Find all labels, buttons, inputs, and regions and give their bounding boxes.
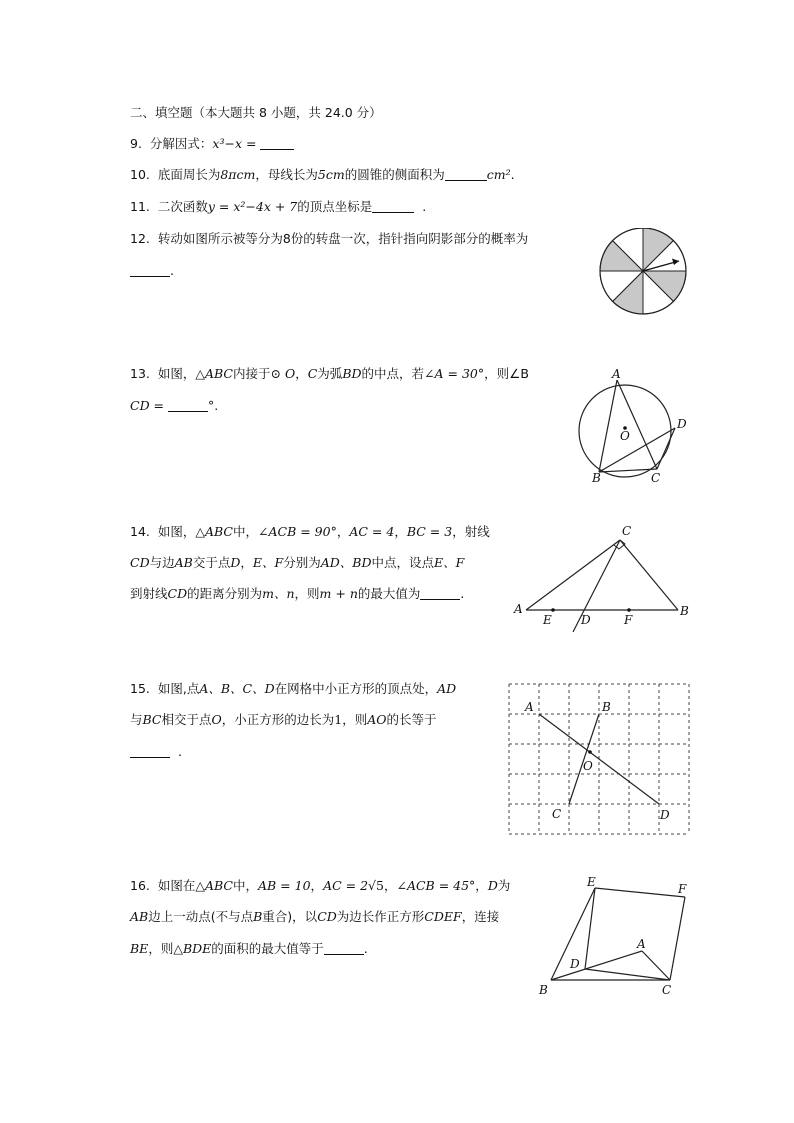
question-10: 10. 底面周长为8πcm，母线长为5cm的圆锥的侧面积为 cm². xyxy=(130,167,515,182)
question-12-answer: . xyxy=(130,262,174,280)
segment-ab xyxy=(599,380,617,472)
label-e: E xyxy=(587,875,596,889)
segment-fc xyxy=(670,897,685,980)
square-figure-16 xyxy=(535,872,695,1002)
question-14-line2: CD与边AB交于点D，E、F分别为AD、BD中点，设点E、F xyxy=(130,555,465,570)
segment-bc xyxy=(620,540,678,610)
question-15-answer: . xyxy=(130,743,182,761)
question-9: 9. 分解因式：x³−x = xyxy=(130,135,294,153)
label-d: D xyxy=(570,957,580,971)
label-o: O xyxy=(620,429,630,443)
point-o xyxy=(588,750,592,754)
label-a: A xyxy=(514,602,523,616)
question-15: 15. 如图,点A、B、C、D在网格中小正方形的顶点处，AD xyxy=(130,681,457,696)
segment-bd xyxy=(599,428,675,472)
question-11: 11. 二次函数y = x²−4x + 7的顶点坐标是 . xyxy=(130,199,427,214)
label-e: E xyxy=(543,613,552,627)
label-a: A xyxy=(612,367,621,381)
point-f xyxy=(627,608,631,612)
circle-figure-13 xyxy=(575,365,695,487)
triangle-figure-14 xyxy=(510,522,695,634)
grid-figure-15 xyxy=(505,680,695,835)
label-b: B xyxy=(592,471,601,485)
segment-ac xyxy=(642,951,670,980)
point-e xyxy=(551,608,555,612)
label-f: F xyxy=(624,613,633,627)
question-15-line2: 与BC相交于点O，小正方形的边长为1，则AO的长等于 xyxy=(130,712,437,727)
label-a: A xyxy=(525,700,534,714)
label-d: D xyxy=(677,417,687,431)
label-b: B xyxy=(602,700,611,714)
question-13-line2: CD = °. xyxy=(130,398,219,413)
segment-cd xyxy=(657,428,675,469)
label-b: B xyxy=(680,604,689,618)
question-16-line2: AB边上一动点(不与点B重合)，以CD为边长作正方形CDEF，连接 xyxy=(130,909,500,924)
segment-dc xyxy=(585,969,670,980)
spinner-figure xyxy=(593,228,693,328)
label-d: D xyxy=(660,808,670,822)
label-c: C xyxy=(622,524,632,538)
question-16: 16. 如图在△ABC中，AB = 10，AC = 2√5，∠ACB = 45°，D为 xyxy=(130,878,511,893)
segment-ac xyxy=(526,540,620,610)
section-title: 二、填空题（本大题共 8 小题，共 24.0 分） xyxy=(130,105,382,120)
segment-de xyxy=(585,888,595,969)
label-a: A xyxy=(637,937,646,951)
label-d: D xyxy=(581,613,591,627)
question-16-line3: BE，则△BDE的面积的最大值等于 . xyxy=(130,941,368,956)
label-c: C xyxy=(552,807,562,821)
label-o: O xyxy=(583,759,593,773)
label-b: B xyxy=(539,983,548,997)
segment-ef xyxy=(595,888,685,897)
segment-ba xyxy=(551,951,642,980)
question-13: 13. 如图，△ABC内接于⊙ O，C为弧BD的中点，若∠A = 30°，则∠B xyxy=(130,366,529,381)
question-14-line3: 到射线CD的距离分别为m、n，则m + n的最大值为 . xyxy=(130,586,465,601)
label-c: C xyxy=(651,471,661,485)
label-f: F xyxy=(678,882,687,896)
question-12: 12. 转动如图所示被等分为8份的转盘一次，指针指向阴影部分的概率为 xyxy=(130,231,529,246)
label-c: C xyxy=(662,983,672,997)
question-14: 14. 如图，△ABC中，∠ACB = 90°，AC = 4，BC = 3，射线 xyxy=(130,524,490,539)
